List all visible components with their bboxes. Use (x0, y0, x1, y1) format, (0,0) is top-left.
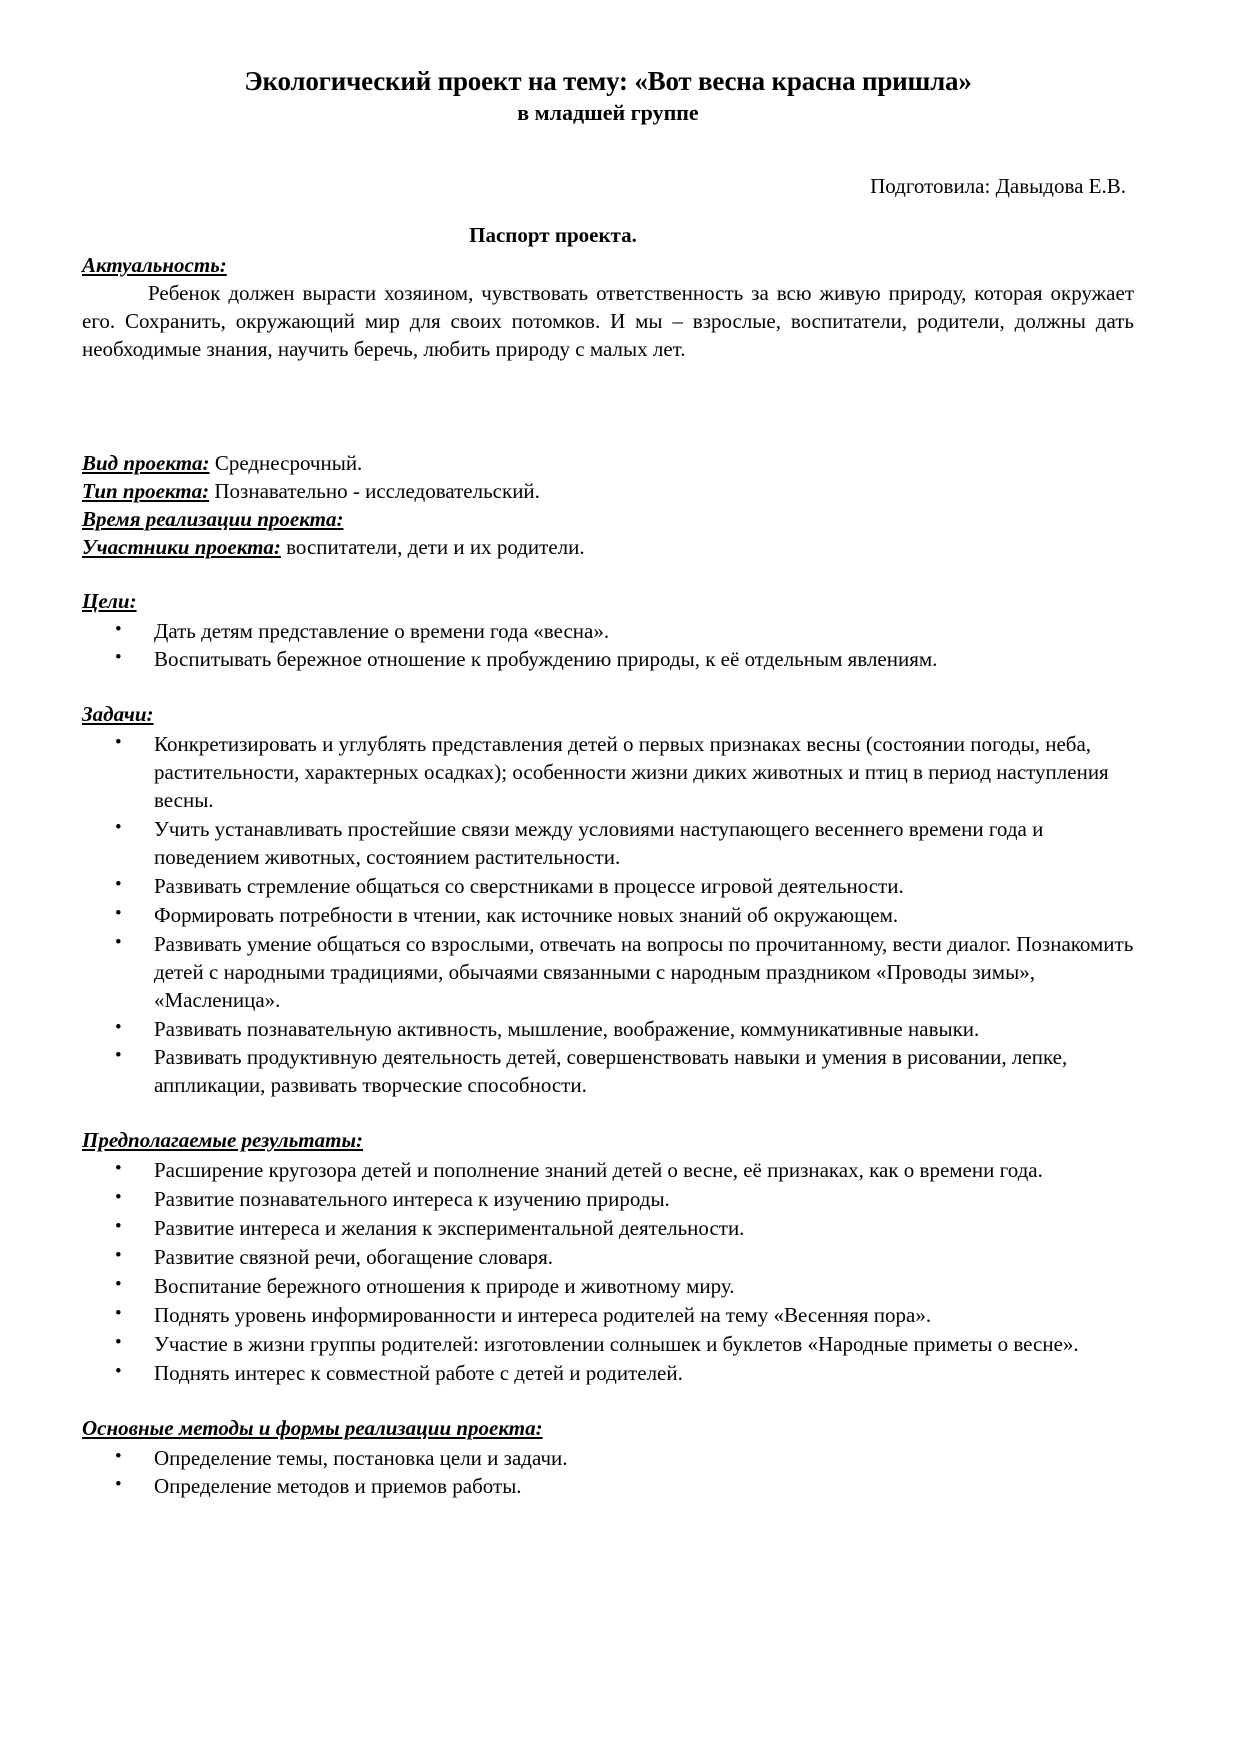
list-item: • Развивать умение общаться со взрослыми, отвечать на вопросы по прочитанному, вести диалог. Познакомить детей с народными традициями, обычаями связанными с народным праздником «Проводы зимы», «Масленица». (82, 931, 1134, 1015)
meta-value: воспитатели, дети и их родители. (280, 534, 585, 559)
tasks-heading: Задачи: (82, 702, 154, 727)
tasks-list (82, 731, 1134, 1100)
list-item: • Определение методов и приемов работы. (82, 1473, 1134, 1501)
list-item: • Воспитывать бережное отношение к пробуждению природы, к её отдельным явлениям. (82, 646, 1134, 674)
list-item: • Развивать продуктивную деятельность детей, совершенствовать навыки и умения в рисовании, лепке, аппликации, развивать творческие способности. (82, 1044, 1134, 1100)
expected-results-heading: Предполагаемые результаты: (82, 1128, 364, 1153)
meta-row-tip (82, 478, 1134, 506)
page-title: Экологический проект на тему: «Вот весна красна пришла» (244, 66, 972, 96)
spacer (82, 1101, 1134, 1127)
list-item: • Поднять уровень информированности и интереса родителей на тему «Весенняя пора». (82, 1302, 1134, 1330)
list-item: • Определение темы, постановка цели и задачи. (82, 1445, 1134, 1473)
meta-row-vid (82, 450, 1134, 478)
list-item: • Формировать потребности в чтении, как источнике новых знаний об окружающем. (82, 902, 1134, 930)
list-item: • Конкретизировать и углублять представления детей о первых признаках весны (состоянии погоды, неба, растительности, характерных осадках); особенности жизни диких животных и птиц в период наступления весны. (82, 731, 1134, 815)
list-item: • Развитие познавательного интереса к изучению природы. (82, 1186, 1134, 1214)
meta-label: Участники проекта: (82, 534, 281, 559)
list-item: • Развитие интереса и желания к экспериментальной деятельности. (82, 1215, 1134, 1243)
goals-heading: Цели: (82, 588, 137, 613)
list-item: • Поднять интерес к совместной работе с детей и родителей. (82, 1360, 1134, 1388)
relevance-paragraph: Ребенок должен вырасти хозяином, чувствовать ответственность за всю живую природу, которая окружает его. Сохранить, окружающий мир для своих потомков. И мы – взрослые, воспитатели, родители, должны дать необходимые знания, научить беречь, любить природу с малых лет. (82, 281, 1134, 362)
relevance-heading: Актуальность: (82, 253, 227, 278)
relevance-heading-line (82, 252, 1134, 280)
list-item: • Дать детям представление о времени года «весна». (82, 618, 1134, 646)
list-item: • Развивать познавательную активность, мышление, воображение, коммуникативные навыки. (82, 1016, 1134, 1044)
tasks-heading-line (82, 701, 1134, 729)
meta-label: Тип проекта: (82, 478, 210, 503)
list-item: • Воспитание бережного отношения к природе и животному миру. (82, 1273, 1134, 1301)
meta-label: Вид проекта: (82, 450, 210, 475)
spacer (82, 1389, 1134, 1415)
meta-label: Время реализации проекта: (82, 506, 344, 531)
list-item: • Учить устанавливать простейшие связи между условиями наступающего весеннего времени года и поведением животных, состоянием растительности. (82, 816, 1134, 872)
meta-row-vremya (82, 506, 1134, 534)
meta-value: Среднесрочный. (209, 450, 363, 475)
list-item: • Развивать стремление общаться со сверстниками в процессе игровой деятельности. (82, 873, 1134, 901)
spacer (82, 364, 1134, 450)
spacer (82, 562, 1134, 588)
goals-list (82, 618, 1134, 675)
expected-results-list (82, 1157, 1134, 1387)
page-subtitle: в младшей группе (517, 99, 699, 125)
passport-heading: Паспорт проекта. (469, 223, 637, 248)
methods-heading-line (82, 1415, 1134, 1443)
list-item: • Развитие связной речи, обогащение словаря. (82, 1244, 1134, 1272)
spacer (82, 675, 1134, 701)
list-item: • Расширение кругозора детей и пополнение знаний детей о весне, её признаках, как о времени года. (82, 1157, 1134, 1185)
author-line: Подготовила: Давыдова Е.В. (870, 174, 1126, 199)
methods-list (82, 1445, 1134, 1502)
list-item: • Участие в жизни группы родителей: изготовлении солнышек и буклетов «Народные приметы о весне». (82, 1331, 1134, 1359)
meta-value: Познавательно - исследовательский. (209, 478, 540, 503)
methods-heading: Основные методы и формы реализации проекта: (82, 1415, 543, 1440)
goals-heading-line (82, 588, 1134, 616)
expected-results-heading-line (82, 1127, 1134, 1155)
meta-row-uchastniki (82, 534, 1134, 562)
